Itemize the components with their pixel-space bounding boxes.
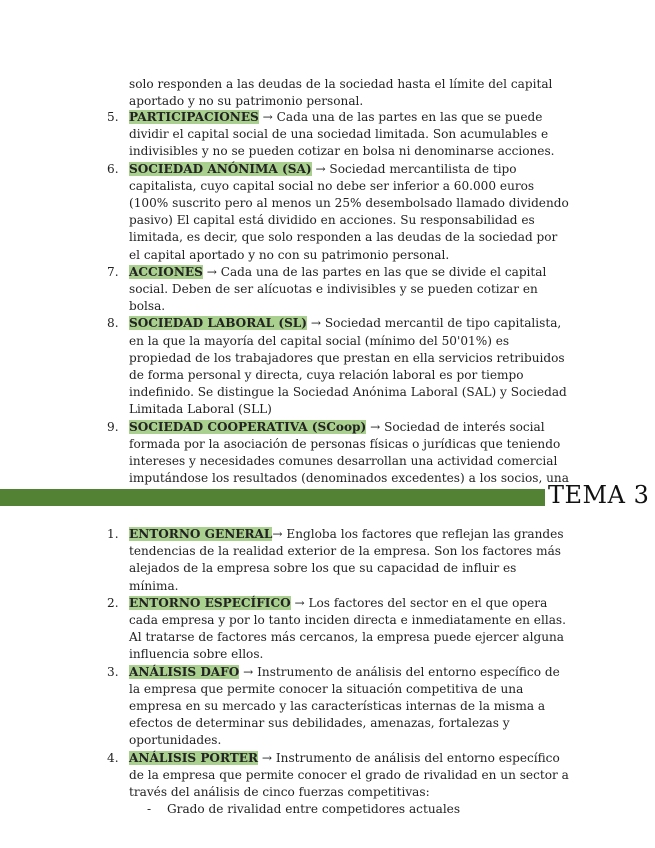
- arrow-icon: →: [243, 664, 254, 679]
- definition-term: ENTORNO GENERAL: [129, 527, 273, 541]
- definition-term: SOCIEDAD LABORAL (SL): [129, 316, 308, 331]
- definition-term: ANÁLISIS PORTER: [129, 750, 259, 765]
- arrow-icon: →: [310, 316, 322, 331]
- sub-item-text: Grado de rivalidad entre competidores actuales: [167, 802, 461, 817]
- arrow-icon: →: [272, 527, 283, 541]
- definition-term: ACCIONES: [129, 264, 203, 279]
- definition-text: Los factores del sector en el que opera cada empresa y por lo tanto inciden directa e inmediatamente en ellas. Al tratarse de factores más cercanos, la empresa puede ejercer alguna influencia sobre ellos.: [129, 595, 566, 662]
- list-item: [107, 161, 569, 264]
- arrow-icon: →: [206, 264, 217, 279]
- definition-term: SOCIEDAD ANÓNIMA (SA): [129, 161, 312, 176]
- list-item: [107, 526, 569, 595]
- list-number: 5.: [107, 110, 119, 124]
- list-item: [107, 750, 569, 802]
- definitions-list-company-types: [107, 109, 569, 505]
- arrow-icon: →: [370, 419, 381, 434]
- definition-term: ENTORNO ESPECÍFICO: [129, 595, 291, 610]
- definitions-list-environment: [107, 526, 569, 818]
- sub-list: [129, 801, 569, 818]
- definition-text: Instrumento de análisis del entorno específico de la empresa que permite conocer el grado de rivalidad en un sector a través del análisis de cinco fuerzas competitivas:: [129, 750, 569, 800]
- arrow-icon: →: [261, 750, 273, 765]
- section-heading: TEMA 3: [548, 481, 650, 509]
- definition-term: PARTICIPACIONES: [129, 110, 259, 124]
- list-item: [107, 109, 569, 161]
- list-item: [107, 595, 569, 664]
- definition-text: Cada una de las partes en las que se puede dividir el capital social de una sociedad limitada. Son acumulables e indivisibles y no se pueden cotizar en bolsa ni denominarse acciones.: [129, 110, 555, 159]
- definition-text: Sociedad de interés social formada por la asociación de personas físicas o jurídicas que teniendo intereses y necesidades comunes desarrollan una actividad comercial imputándose los resultados (denominados excedentes) a los socios, una: [129, 419, 569, 486]
- list-number: 4.: [107, 750, 119, 765]
- dash-bullet: -: [147, 802, 152, 817]
- list-number: 8.: [107, 316, 119, 331]
- definition-text: Engloba los factores que reflejan las grandes tendencias de la realidad exterior de la empresa. Son los factores más alejados de la empresa sobre los que su capacidad de influir es mínima.: [129, 527, 564, 593]
- list-number: 7.: [107, 264, 119, 279]
- arrow-icon: →: [262, 110, 273, 124]
- list-number: 6.: [107, 161, 119, 176]
- definition-text: Sociedad mercantilista de tipo capitalista, cuyo capital social no debe ser inferior a 60.000 euros (100% suscrito pero al menos un 25% desembolsado llamado dividendo pasivo) El capital está dividido en acciones. Su responsabilidad es limitada, es decir, que solo responden a las deudas de la sociedad por el capital aportado y no con su patrimonio personal.: [129, 161, 569, 262]
- continuation-paragraph: solo responden a las deudas de la sociedad hasta el límite del capital aportado y no su patrimonio personal.: [129, 77, 553, 109]
- list-number: 1.: [107, 527, 119, 541]
- sub-list-item: [129, 801, 569, 818]
- definition-text: Sociedad mercantil de tipo capitalista, en la que la mayoría del capital social (mínimo del 50'01%) es propiedad de los trabajadores que prestan en ella servicios retribuidos de forma personal y directa, cuya relación laboral es por tiempo indefinido. Se distingue la Sociedad Anónima Laboral (SAL) y Sociedad Limitada Laboral (SLL): [129, 316, 567, 417]
- list-item: [107, 264, 569, 316]
- list-item: [107, 664, 569, 750]
- definition-term: SOCIEDAD COOPERATIVA (SCoop): [129, 419, 367, 434]
- list-number: 9.: [107, 419, 119, 434]
- list-number: 2.: [107, 595, 119, 610]
- arrow-icon: →: [294, 595, 305, 610]
- list-item: [107, 315, 569, 418]
- definition-text: Cada una de las partes en las que se divide el capital social. Deben de ser alícuotas e indivisibles y se pueden cotizar en bolsa.: [129, 264, 547, 314]
- definition-term: ANÁLISIS DAFO: [129, 664, 240, 679]
- definition-text: Instrumento de análisis del entorno específico de la empresa que permite conocer la situación competitiva de una empresa en su mercado y las características internas de la misma a efectos de determinar sus debilidades, amenazas, fortalezas y oportunidades.: [129, 664, 560, 748]
- list-number: 3.: [107, 664, 119, 679]
- arrow-icon: →: [315, 161, 326, 176]
- section-divider-band: [0, 489, 545, 506]
